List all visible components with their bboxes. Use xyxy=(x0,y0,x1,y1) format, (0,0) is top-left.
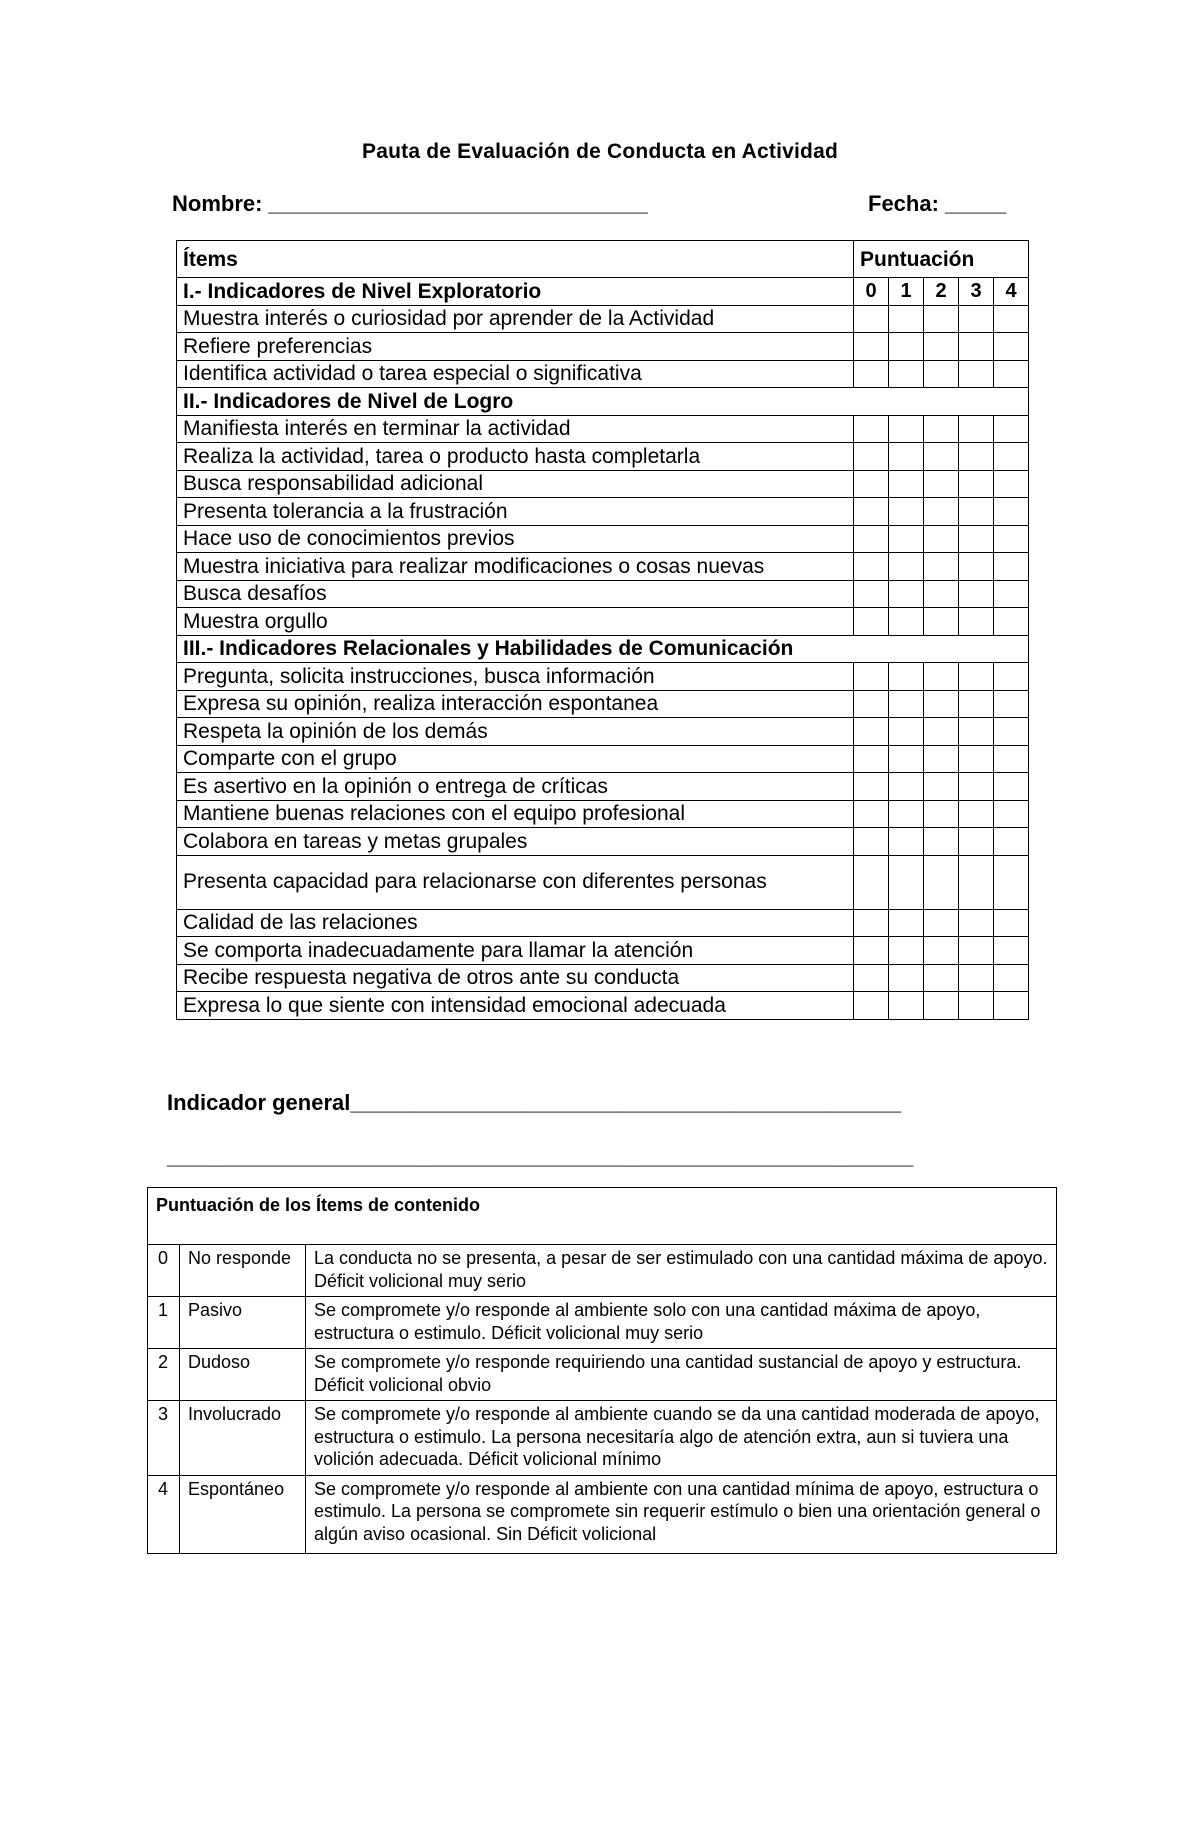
item-label: Busca desafíos xyxy=(177,580,854,608)
score-cell-2[interactable] xyxy=(924,800,959,828)
table-row xyxy=(177,690,1029,718)
section-title: III.- Indicadores Relacionales y Habilidades de Comunicación xyxy=(177,635,1029,663)
table-header-row xyxy=(177,241,1029,278)
score-cell-4[interactable] xyxy=(994,580,1029,608)
table-row xyxy=(177,553,1029,581)
score-cell-0[interactable] xyxy=(854,964,889,992)
score-cell-1[interactable] xyxy=(889,470,924,498)
score-cell-0[interactable] xyxy=(854,745,889,773)
score-cell-0[interactable] xyxy=(854,855,889,909)
score-cell-0[interactable] xyxy=(854,580,889,608)
score-cell-1[interactable] xyxy=(889,964,924,992)
item-label: Realiza la actividad, tarea o producto hasta completarla xyxy=(177,443,854,471)
legend-description: Se compromete y/o responde al ambiente cuando se da una cantidad moderada de apoyo, estructura o estimulo. La persona necesitaría algo de atención extra, aun si tuviera una volición adecuada. Déficit volicional mínimo xyxy=(306,1401,1057,1476)
score-cell-3[interactable] xyxy=(959,470,994,498)
legend-label: Espontáneo xyxy=(180,1475,306,1553)
score-cell-3[interactable] xyxy=(959,663,994,691)
item-label: Se comporta inadecuadamente para llamar la atención xyxy=(177,937,854,965)
legend-label: Dudoso xyxy=(180,1349,306,1401)
score-cell-2[interactable] xyxy=(924,964,959,992)
item-label: Presenta capacidad para relacionarse con diferentes personas xyxy=(177,855,854,909)
score-header-2: 2 xyxy=(924,278,959,306)
score-cell-2[interactable] xyxy=(924,855,959,909)
score-cell-1[interactable] xyxy=(889,663,924,691)
score-cell-4[interactable] xyxy=(994,525,1029,553)
table-row xyxy=(177,992,1029,1020)
score-cell-2[interactable] xyxy=(924,663,959,691)
legend-title-row xyxy=(148,1188,1057,1245)
item-label: Refiere preferencias xyxy=(177,333,854,361)
legend-row xyxy=(148,1297,1057,1349)
score-cell-3[interactable] xyxy=(959,553,994,581)
score-cell-4[interactable] xyxy=(994,909,1029,937)
table-row xyxy=(177,305,1029,333)
score-cell-3[interactable] xyxy=(959,992,994,1020)
score-cell-0[interactable] xyxy=(854,360,889,388)
score-cell-4[interactable] xyxy=(994,333,1029,361)
score-cell-0[interactable] xyxy=(854,333,889,361)
score-header-0: 0 xyxy=(854,278,889,306)
legend-label: Pasivo xyxy=(180,1297,306,1349)
score-cell-0[interactable] xyxy=(854,828,889,856)
score-header-4: 4 xyxy=(994,278,1029,306)
score-cell-3[interactable] xyxy=(959,580,994,608)
table-row xyxy=(177,909,1029,937)
score-cell-3[interactable] xyxy=(959,828,994,856)
score-cell-3[interactable] xyxy=(959,773,994,801)
score-cell-2[interactable] xyxy=(924,608,959,636)
legend-score: 1 xyxy=(148,1297,180,1349)
score-cell-1[interactable] xyxy=(889,305,924,333)
item-label: Muestra iniciativa para realizar modificaciones o cosas nuevas xyxy=(177,553,854,581)
legend-title: Puntuación de los Ítems de contenido xyxy=(148,1188,1057,1245)
score-cell-1[interactable] xyxy=(889,333,924,361)
col-header-items: Ítems xyxy=(177,241,854,278)
score-cell-2[interactable] xyxy=(924,718,959,746)
legend-row xyxy=(148,1475,1057,1553)
table-row xyxy=(177,443,1029,471)
score-cell-4[interactable] xyxy=(994,663,1029,691)
item-label: Muestra orgullo xyxy=(177,608,854,636)
score-cell-3[interactable] xyxy=(959,800,994,828)
score-cell-2[interactable] xyxy=(924,828,959,856)
score-cell-0[interactable] xyxy=(854,443,889,471)
score-cell-3[interactable] xyxy=(959,608,994,636)
score-cell-4[interactable] xyxy=(994,415,1029,443)
score-cell-1[interactable] xyxy=(889,937,924,965)
score-cell-0[interactable] xyxy=(854,553,889,581)
table-row xyxy=(177,360,1029,388)
legend-description: Se compromete y/o responde al ambiente con una cantidad mínima de apoyo, estructura o estimulo. La persona se compromete sin requerir estímulo o bien una orientación general o algún aviso ocasional. Sin Déficit volicional xyxy=(306,1475,1057,1553)
indicador-general-line[interactable]: Indicador general_____________________________________________ xyxy=(167,1090,901,1115)
score-cell-3[interactable] xyxy=(959,360,994,388)
table-row xyxy=(177,745,1029,773)
item-label: Identifica actividad o tarea especial o significativa xyxy=(177,360,854,388)
evaluation-table xyxy=(176,240,1029,1020)
score-cell-0[interactable] xyxy=(854,937,889,965)
legend-label: Involucrado xyxy=(180,1401,306,1476)
legend-row xyxy=(148,1401,1057,1476)
score-cell-1[interactable] xyxy=(889,360,924,388)
legend-row xyxy=(148,1349,1057,1401)
score-cell-0[interactable] xyxy=(854,663,889,691)
table-row xyxy=(177,718,1029,746)
score-cell-3[interactable] xyxy=(959,745,994,773)
score-header-3: 3 xyxy=(959,278,994,306)
section-title: II.- Indicadores de Nivel de Logro xyxy=(177,388,1029,416)
table-row xyxy=(177,800,1029,828)
score-cell-1[interactable] xyxy=(889,745,924,773)
table-row xyxy=(177,498,1029,526)
score-cell-3[interactable] xyxy=(959,909,994,937)
item-label: Hace uso de conocimientos previos xyxy=(177,525,854,553)
table-row xyxy=(177,333,1029,361)
score-cell-4[interactable] xyxy=(994,360,1029,388)
section-row xyxy=(177,278,1029,306)
score-cell-3[interactable] xyxy=(959,498,994,526)
legend-score: 0 xyxy=(148,1245,180,1297)
score-cell-4[interactable] xyxy=(994,800,1029,828)
score-cell-4[interactable] xyxy=(994,964,1029,992)
item-label: Pregunta, solicita instrucciones, busca información xyxy=(177,663,854,691)
score-cell-4[interactable] xyxy=(994,608,1029,636)
score-cell-1[interactable] xyxy=(889,718,924,746)
score-cell-1[interactable] xyxy=(889,498,924,526)
score-cell-4[interactable] xyxy=(994,470,1029,498)
score-cell-3[interactable] xyxy=(959,443,994,471)
score-cell-3[interactable] xyxy=(959,937,994,965)
score-cell-3[interactable] xyxy=(959,718,994,746)
score-cell-2[interactable] xyxy=(924,470,959,498)
score-cell-2[interactable] xyxy=(924,992,959,1020)
score-cell-2[interactable] xyxy=(924,745,959,773)
item-label: Expresa lo que siente con intensidad emocional adecuada xyxy=(177,992,854,1020)
score-cell-3[interactable] xyxy=(959,525,994,553)
score-cell-1[interactable] xyxy=(889,580,924,608)
item-label: Expresa su opinión, realiza interacción espontanea xyxy=(177,690,854,718)
score-cell-4[interactable] xyxy=(994,305,1029,333)
score-cell-4[interactable] xyxy=(994,553,1029,581)
item-label: Es asertivo en la opinión o entrega de críticas xyxy=(177,773,854,801)
score-cell-2[interactable] xyxy=(924,690,959,718)
legend-description: Se compromete y/o responde requiriendo una cantidad sustancial de apoyo y estructura. Déficit volicional obvio xyxy=(306,1349,1057,1401)
table-row xyxy=(177,773,1029,801)
table-row xyxy=(177,580,1029,608)
item-label: Recibe respuesta negativa de otros ante su conducta xyxy=(177,964,854,992)
score-cell-2[interactable] xyxy=(924,525,959,553)
score-cell-3[interactable] xyxy=(959,305,994,333)
table-row xyxy=(177,855,1029,909)
score-cell-0[interactable] xyxy=(854,800,889,828)
table-row xyxy=(177,470,1029,498)
item-label: Presenta tolerancia a la frustración xyxy=(177,498,854,526)
indicador-general-line-2[interactable]: _____________________________________________________________ xyxy=(167,1144,914,1169)
table-row xyxy=(177,608,1029,636)
score-cell-2[interactable] xyxy=(924,415,959,443)
table-row xyxy=(177,828,1029,856)
score-cell-4[interactable] xyxy=(994,937,1029,965)
item-label: Colabora en tareas y metas grupales xyxy=(177,828,854,856)
item-label: Muestra interés o curiosidad por aprender de la Actividad xyxy=(177,305,854,333)
score-cell-2[interactable] xyxy=(924,333,959,361)
score-cell-4[interactable] xyxy=(994,855,1029,909)
score-cell-4[interactable] xyxy=(994,718,1029,746)
score-cell-0[interactable] xyxy=(854,498,889,526)
item-label: Mantiene buenas relaciones con el equipo profesional xyxy=(177,800,854,828)
score-cell-4[interactable] xyxy=(994,443,1029,471)
score-cell-0[interactable] xyxy=(854,415,889,443)
score-cell-3[interactable] xyxy=(959,415,994,443)
table-row xyxy=(177,964,1029,992)
score-cell-3[interactable] xyxy=(959,333,994,361)
score-cell-1[interactable] xyxy=(889,608,924,636)
legend-score: 4 xyxy=(148,1475,180,1553)
item-label: Calidad de las relaciones xyxy=(177,909,854,937)
score-cell-0[interactable] xyxy=(854,690,889,718)
item-label: Manifiesta interés en terminar la actividad xyxy=(177,415,854,443)
score-cell-1[interactable] xyxy=(889,690,924,718)
score-cell-1[interactable] xyxy=(889,828,924,856)
section-row xyxy=(177,388,1029,416)
score-cell-4[interactable] xyxy=(994,828,1029,856)
fecha-field-line[interactable]: Fecha: _____ xyxy=(868,191,1007,216)
section-title: I.- Indicadores de Nivel Exploratorio xyxy=(177,278,854,306)
score-cell-3[interactable] xyxy=(959,964,994,992)
page-title: Pauta de Evaluación de Conducta en Actividad xyxy=(362,140,838,163)
item-label: Respeta la opinión de los demás xyxy=(177,718,854,746)
score-cell-4[interactable] xyxy=(994,992,1029,1020)
score-cell-1[interactable] xyxy=(889,443,924,471)
score-cell-0[interactable] xyxy=(854,773,889,801)
nombre-field-line[interactable]: Nombre: _______________________________ xyxy=(172,191,648,216)
score-cell-1[interactable] xyxy=(889,992,924,1020)
score-cell-1[interactable] xyxy=(889,909,924,937)
table-row xyxy=(177,525,1029,553)
table-row xyxy=(177,415,1029,443)
score-cell-4[interactable] xyxy=(994,773,1029,801)
score-cell-3[interactable] xyxy=(959,855,994,909)
legend-row xyxy=(148,1245,1057,1297)
legend-label: No responde xyxy=(180,1245,306,1297)
score-cell-2[interactable] xyxy=(924,553,959,581)
score-cell-0[interactable] xyxy=(854,470,889,498)
score-cell-0[interactable] xyxy=(854,718,889,746)
score-cell-2[interactable] xyxy=(924,360,959,388)
legend-score: 3 xyxy=(148,1401,180,1476)
score-cell-2[interactable] xyxy=(924,909,959,937)
score-cell-4[interactable] xyxy=(994,498,1029,526)
item-label: Comparte con el grupo xyxy=(177,745,854,773)
score-cell-2[interactable] xyxy=(924,305,959,333)
scoring-legend-table xyxy=(147,1187,1057,1554)
score-cell-1[interactable] xyxy=(889,415,924,443)
score-cell-1[interactable] xyxy=(889,525,924,553)
score-cell-0[interactable] xyxy=(854,909,889,937)
score-cell-0[interactable] xyxy=(854,525,889,553)
score-cell-1[interactable] xyxy=(889,800,924,828)
score-cell-2[interactable] xyxy=(924,443,959,471)
legend-score: 2 xyxy=(148,1349,180,1401)
table-row xyxy=(177,937,1029,965)
score-cell-0[interactable] xyxy=(854,608,889,636)
legend-description: Se compromete y/o responde al ambiente solo con una cantidad máxima de apoyo, estructura o estimulo. Déficit volicional muy serio xyxy=(306,1297,1057,1349)
score-cell-1[interactable] xyxy=(889,855,924,909)
legend-description: La conducta no se presenta, a pesar de ser estimulado con una cantidad máxima de apoyo. Déficit volicional muy serio xyxy=(306,1245,1057,1297)
score-cell-1[interactable] xyxy=(889,773,924,801)
score-cell-3[interactable] xyxy=(959,690,994,718)
item-label: Busca responsabilidad adicional xyxy=(177,470,854,498)
score-cell-2[interactable] xyxy=(924,498,959,526)
score-cell-2[interactable] xyxy=(924,937,959,965)
section-row xyxy=(177,635,1029,663)
score-cell-1[interactable] xyxy=(889,553,924,581)
table-row xyxy=(177,663,1029,691)
score-cell-0[interactable] xyxy=(854,992,889,1020)
score-cell-2[interactable] xyxy=(924,580,959,608)
score-cell-0[interactable] xyxy=(854,305,889,333)
score-cell-4[interactable] xyxy=(994,690,1029,718)
score-cell-4[interactable] xyxy=(994,745,1029,773)
score-header-1: 1 xyxy=(889,278,924,306)
score-cell-2[interactable] xyxy=(924,773,959,801)
col-header-puntuacion: Puntuación xyxy=(854,241,1029,278)
